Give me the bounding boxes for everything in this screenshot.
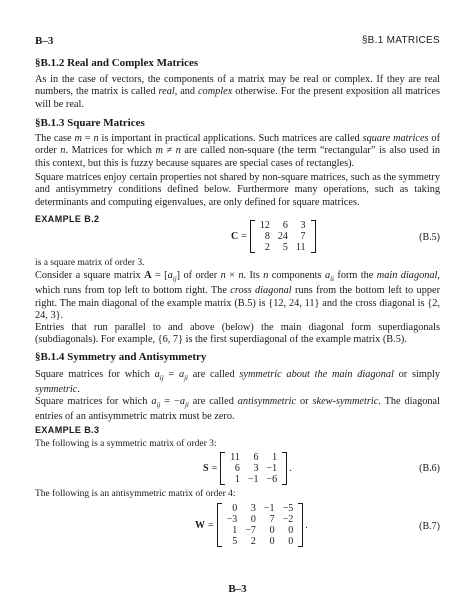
- matrix-s-row: [226, 452, 281, 463]
- matrix-w-entry: 0: [288, 536, 294, 547]
- matrix-w-entry: −7: [245, 525, 256, 536]
- matrix-s-entry: 1: [272, 452, 278, 463]
- paragraph-b13-2: Square matrices enjoy certain properties not shared by non-square matrices, such as the symmetry and antisymmetry conditions defined below. Furthermore many operations, such as taking determinants and computing eigenvalues, are only defined for square matrices.: [35, 172, 440, 208]
- matrix-c-entry: 12: [259, 220, 270, 231]
- matrix-s-entry: −6: [266, 474, 278, 485]
- matrix-w: W = 0 3 −1 −5 −3 0 7 −2 1 −7 0 0 5 2 0 0 .: [195, 503, 308, 547]
- page: [35, 0, 440, 613]
- matrix-s-brackets: [220, 452, 287, 485]
- page-footer: B–3: [228, 583, 247, 595]
- matrix-s-entry: −1: [247, 474, 259, 485]
- matrix-w-row: [223, 525, 298, 536]
- example-b3-label: EXAMPLE B.3: [35, 425, 100, 435]
- matrix-w-entry: 7: [269, 514, 275, 525]
- matrix-s-table: [226, 452, 281, 485]
- example-b2-caption: is a square matrix of order 3.: [35, 258, 145, 268]
- section-title-b13: §B.1.3 Square Matrices: [35, 117, 145, 129]
- paragraph-b12: As in the case of vectors, the components of a matrix may be real or complex. If they are real numbers, the matrix is called real, and complex otherwise. For the present exposition all matrices will be real.: [35, 74, 440, 110]
- matrix-c-entry: 3: [300, 220, 306, 231]
- matrix-w-name: W: [195, 519, 205, 531]
- matrix-s-row: [226, 463, 281, 474]
- matrix-c-row: [256, 231, 310, 242]
- matrix-w-entry: 3: [250, 503, 256, 514]
- matrix-s-row: [226, 474, 281, 485]
- matrix-w-row: [223, 503, 298, 514]
- matrix-c-name: C: [231, 231, 239, 242]
- matrix-s-entry: 3: [253, 463, 259, 474]
- matrix-c-brackets: [250, 220, 316, 253]
- paragraph-symmetric: Square matrices for which $a_{ij} = a_{ji}$ are called symmetric about the main diagonal or simply symmetric.: [35, 369, 440, 396]
- equation-number-b5: (B.5): [419, 232, 440, 243]
- equation-number-b7: (B.7): [419, 521, 440, 532]
- matrix-s-entry: −1: [266, 463, 278, 474]
- matrix-c: C = 12 6 3 8 24 7 2 5 11: [231, 220, 316, 253]
- matrix-c-entry: 5: [282, 242, 288, 253]
- matrix-c-entry: 11: [295, 242, 306, 253]
- matrix-c-table: [256, 220, 310, 253]
- paragraph-diagonal: Consider a square matrix $A = [a_{ij}]$ of order n × n. Its n components $a_{ii}$ form the main diagonal, which runs from top left to bottom right. The cross diagonal runs from the bottom left to upper right. The main diagonal of the example matrix (B.5) is {12, 24, 11} and the cross diagonal is {2, 24, 3}.: [35, 270, 441, 322]
- matrix-w-entry: −1: [263, 503, 275, 514]
- matrix-w-row: [223, 536, 298, 547]
- paragraph-superdiagonal: Entries that run parallel to and above (below) the main diagonal form superdiagonals (subdiagonals). For example, {6, 7} is the first superdiagonal of the example matrix (B.5).: [35, 322, 440, 346]
- example-b2-label: EXAMPLE B.2: [35, 214, 100, 224]
- equation-number-b6: (B.6): [419, 463, 440, 474]
- matrix-s-entry: 11: [230, 452, 240, 463]
- matrix-c-entry: 7: [300, 231, 306, 242]
- matrix-s-entry: 6: [234, 463, 240, 474]
- matrix-c-row: [256, 220, 310, 231]
- matrix-c-entry: 6: [282, 220, 288, 231]
- matrix-c-row: [256, 242, 310, 253]
- matrix-s: S = 11 6 1 6 3 −1 1 −1 −6 .: [203, 452, 292, 485]
- matrix-c-entry: 24: [277, 231, 288, 242]
- matrix-w-entry: 1: [232, 525, 238, 536]
- matrix-s-entry: 1: [234, 474, 240, 485]
- section-title-b14: §B.1.4 Symmetry and Antisymmetry: [35, 351, 207, 363]
- matrix-w-entry: −5: [282, 503, 294, 514]
- matrix-w-entry: −3: [226, 514, 238, 525]
- header-page-number: B–3: [35, 35, 54, 47]
- section-title-b12: §B.1.2 Real and Complex Matrices: [35, 57, 199, 69]
- header-section-title: §B.1 MATRICES: [361, 35, 440, 46]
- matrix-w-entry: 2: [250, 536, 256, 547]
- matrix-s-entry: 6: [253, 452, 259, 463]
- matrix-w-entry: 0: [269, 536, 275, 547]
- matrix-w-entry: 0: [269, 525, 275, 536]
- matrix-c-entry: 2: [264, 242, 270, 253]
- example-b3-intro-2: The following is an antisymmetric matrix of order 4:: [35, 489, 236, 499]
- matrix-w-entry: 5: [232, 536, 238, 547]
- matrix-w-brackets: [217, 503, 304, 547]
- matrix-s-name: S: [203, 463, 209, 474]
- matrix-w-entry: 0: [288, 525, 294, 536]
- matrix-w-entry: 0: [232, 503, 238, 514]
- matrix-w-row: [223, 514, 298, 525]
- matrix-w-entry: 0: [250, 514, 256, 525]
- running-header: [35, 35, 440, 49]
- matrix-w-table: [223, 503, 298, 547]
- paragraph-antisymmetric: Square matrices for which $a_{ij} = -a_{ji}$ are called antisymmetric or skew-symmetric. The diagonal entries of an antisymmetric matrix must be zero.: [35, 396, 440, 423]
- matrix-w-entry: −2: [282, 514, 294, 525]
- paragraph-b13-1: The case m = n is important in practical applications. Such matrices are called square matrices of order n. Matrices for which m ≠ n are called non-square (the term “rectangular” is also used in this context, but this is fuzzy because squares are special cases of rectangles).: [35, 133, 441, 169]
- example-b3-intro-1: The following is a symmetric matrix of order 3:: [35, 439, 217, 449]
- matrix-c-entry: 8: [264, 231, 270, 242]
